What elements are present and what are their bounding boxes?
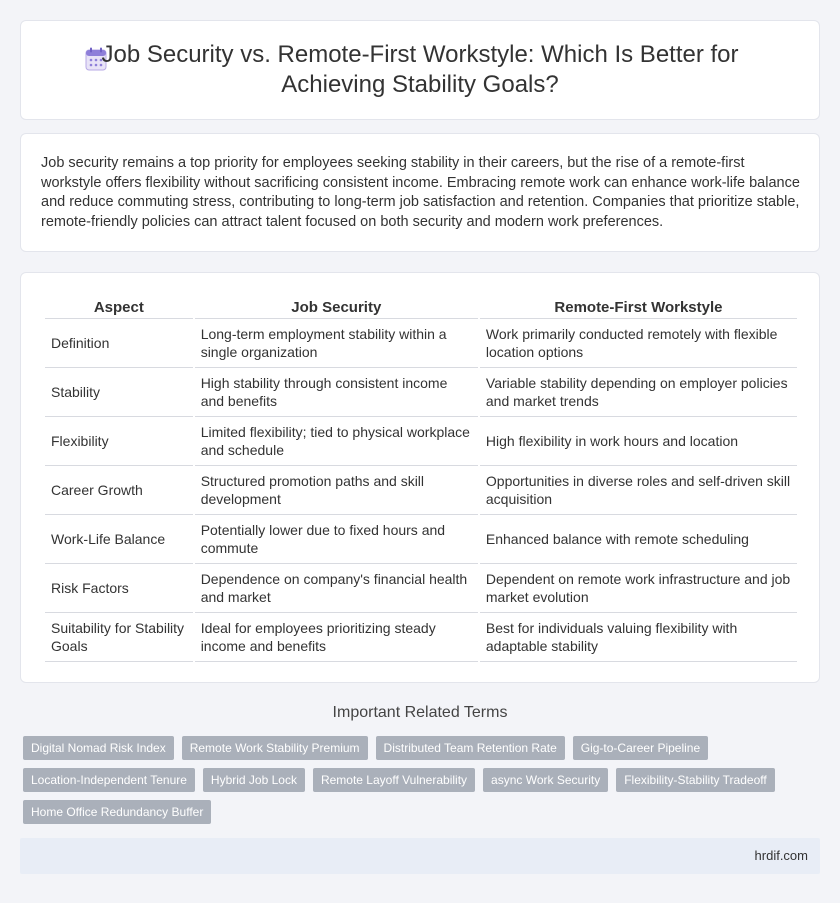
table-row [45, 564, 797, 613]
related-term-tag[interactable]: Gig-to-Career Pipeline [573, 736, 708, 760]
column-header-aspect: Aspect [45, 295, 193, 319]
intro-card [20, 133, 820, 252]
title-card [20, 20, 820, 120]
related-term-tag[interactable]: Home Office Redundancy Buffer [23, 800, 211, 824]
row-job-security: Long-term employment stability within a single organization [195, 319, 478, 368]
row-job-security: Potentially lower due to fixed hours and commute [195, 515, 478, 564]
row-remote-first: Best for individuals valuing flexibility with adaptable stability [480, 613, 797, 662]
related-terms-heading: Important Related Terms [332, 704, 508, 721]
table-row [45, 417, 797, 466]
table-row [45, 319, 797, 368]
row-remote-first: Enhanced balance with remote scheduling [480, 515, 797, 564]
row-aspect: Risk Factors [45, 564, 193, 613]
table-header-row [45, 295, 797, 319]
related-term-tag[interactable]: async Work Security [483, 768, 608, 792]
related-term-tag[interactable]: Remote Layoff Vulnerability [313, 768, 475, 792]
related-term-tag[interactable]: Digital Nomad Risk Index [23, 736, 174, 760]
footer [20, 838, 820, 874]
row-remote-first: Variable stability depending on employer policies and market trends [480, 368, 797, 417]
related-term-tag[interactable]: Distributed Team Retention Rate [376, 736, 565, 760]
row-remote-first: High flexibility in work hours and location [480, 417, 797, 466]
row-aspect: Definition [45, 319, 193, 368]
row-aspect: Stability [45, 368, 193, 417]
table-row [45, 613, 797, 662]
related-term-tag[interactable]: Remote Work Stability Premium [182, 736, 368, 760]
row-aspect: Career Growth [45, 466, 193, 515]
row-remote-first: Work primarily conducted remotely with flexible location options [480, 319, 797, 368]
column-header-job-security: Job Security [195, 295, 478, 319]
table-row [45, 515, 797, 564]
row-aspect: Work-Life Balance [45, 515, 193, 564]
row-remote-first: Opportunities in diverse roles and self-driven skill acquisition [480, 466, 797, 515]
row-aspect: Suitability for Stability Goals [45, 613, 193, 662]
related-term-tag[interactable]: Location-Independent Tenure [23, 768, 195, 792]
related-term-tag[interactable]: Hybrid Job Lock [203, 768, 305, 792]
table-row [45, 466, 797, 515]
page-title: Job Security vs. Remote-First Workstyle: Which Is Better for Achieving Stability Goals? [101, 41, 739, 98]
related-term-tag[interactable]: Flexibility-Stability Tradeoff [616, 768, 775, 792]
related-terms-list [23, 736, 803, 824]
comparison-table [43, 295, 799, 662]
row-job-security: High stability through consistent income and benefits [195, 368, 478, 417]
row-job-security: Limited flexibility; tied to physical workplace and schedule [195, 417, 478, 466]
row-job-security: Ideal for employees prioritizing steady income and benefits [195, 613, 478, 662]
comparison-card [20, 272, 820, 683]
title-wrap [21, 21, 819, 119]
table-row [45, 368, 797, 417]
footer-site-link[interactable]: hrdif.com [754, 848, 808, 863]
row-remote-first: Dependent on remote work infrastructure and job market evolution [480, 564, 797, 613]
row-aspect: Flexibility [45, 417, 193, 466]
row-job-security: Structured promotion paths and skill development [195, 466, 478, 515]
intro-paragraph: Job security remains a top priority for employees seeking stability in their careers, but the rise of a remote-first workstyle offers flexibility without sacrificing consistent income. Embracing remote work can enhance work-life balance and reduce commuting stress, contributing to long-term job satisfaction and retention. Companies that prioritize stable, remote-friendly policies can attract talent focused on both security and modern work preferences. [41, 155, 800, 230]
row-job-security: Dependence on company's financial health and market [195, 564, 478, 613]
column-header-remote-first: Remote-First Workstyle [480, 295, 797, 319]
